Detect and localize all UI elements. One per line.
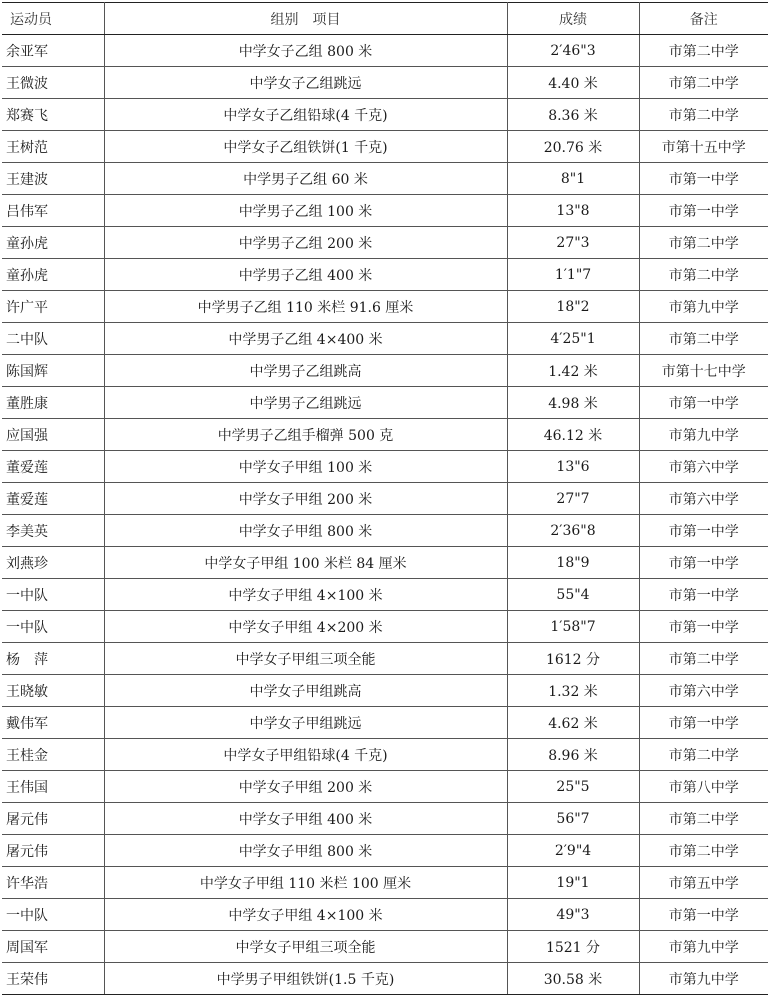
- table-row: [2, 291, 768, 323]
- cell-note: 市第一中学: [639, 195, 768, 227]
- table-row: [2, 419, 768, 451]
- cell-note: 市第一中学: [639, 387, 768, 419]
- cell-result: 18"9: [507, 547, 639, 579]
- cell-athlete: 一中队: [2, 579, 104, 611]
- cell-athlete: 王树范: [2, 131, 104, 163]
- cell-result: 1′1"7: [507, 259, 639, 291]
- cell-event: 中学女子甲组 400 米: [104, 803, 507, 835]
- cell-athlete: 戴伟军: [2, 707, 104, 739]
- table-row: [2, 35, 768, 67]
- cell-result: 8"1: [507, 163, 639, 195]
- cell-event: 中学女子乙组跳远: [104, 67, 507, 99]
- cell-athlete: 屠元伟: [2, 835, 104, 867]
- cell-event: 中学男子乙组 110 米栏 91.6 厘米: [104, 291, 507, 323]
- cell-result: 25"5: [507, 771, 639, 803]
- cell-athlete: 余亚军: [2, 35, 104, 67]
- cell-result: 56"7: [507, 803, 639, 835]
- cell-event: 中学女子甲组 800 米: [104, 515, 507, 547]
- cell-note: 市第二中学: [639, 99, 768, 131]
- cell-note: 市第五中学: [639, 867, 768, 899]
- cell-result: 46.12 米: [507, 419, 639, 451]
- table-row: [2, 131, 768, 163]
- cell-result: 13"6: [507, 451, 639, 483]
- cell-athlete: 刘燕珍: [2, 547, 104, 579]
- cell-athlete: 一中队: [2, 611, 104, 643]
- cell-note: 市第十七中学: [639, 355, 768, 387]
- header-athlete: 运动员: [2, 3, 104, 35]
- table-row: [2, 611, 768, 643]
- cell-event: 中学男子乙组 100 米: [104, 195, 507, 227]
- cell-athlete: 王荣伟: [2, 963, 104, 995]
- cell-result: 1.32 米: [507, 675, 639, 707]
- table-row: [2, 963, 768, 995]
- table-row: [2, 483, 768, 515]
- cell-note: 市第二中学: [639, 227, 768, 259]
- cell-event: 中学女子甲组 100 米: [104, 451, 507, 483]
- cell-event: 中学女子乙组铅球(4 千克): [104, 99, 507, 131]
- table-row: [2, 803, 768, 835]
- cell-event: 中学男子乙组手榴弹 500 克: [104, 419, 507, 451]
- cell-event: 中学男子乙组跳高: [104, 355, 507, 387]
- table-body: [2, 35, 768, 995]
- table-row: [2, 195, 768, 227]
- cell-event: 中学女子甲组三项全能: [104, 931, 507, 963]
- cell-athlete: 李美英: [2, 515, 104, 547]
- cell-result: 8.36 米: [507, 99, 639, 131]
- cell-event: 中学男子乙组跳远: [104, 387, 507, 419]
- cell-note: 市第九中学: [639, 963, 768, 995]
- cell-athlete: 王伟国: [2, 771, 104, 803]
- cell-athlete: 许华浩: [2, 867, 104, 899]
- cell-athlete: 王晓敏: [2, 675, 104, 707]
- cell-note: 市第二中学: [639, 739, 768, 771]
- header-note: 备注: [639, 3, 768, 35]
- table-row: [2, 323, 768, 355]
- table-row: [2, 451, 768, 483]
- table-row: [2, 675, 768, 707]
- cell-event: 中学女子甲组 800 米: [104, 835, 507, 867]
- cell-result: 1′58"7: [507, 611, 639, 643]
- cell-note: 市第二中学: [639, 803, 768, 835]
- cell-event: 中学女子甲组铅球(4 千克): [104, 739, 507, 771]
- table-row: [2, 739, 768, 771]
- table-row: [2, 547, 768, 579]
- cell-athlete: 一中队: [2, 899, 104, 931]
- records-table: [2, 2, 768, 995]
- table-row: [2, 355, 768, 387]
- cell-result: 2′46"3: [507, 35, 639, 67]
- cell-athlete: 王桂金: [2, 739, 104, 771]
- cell-event: 中学女子甲组 200 米: [104, 483, 507, 515]
- cell-result: 27"3: [507, 227, 639, 259]
- cell-result: 2′36"8: [507, 515, 639, 547]
- cell-result: 27"7: [507, 483, 639, 515]
- cell-result: 8.96 米: [507, 739, 639, 771]
- cell-event: 中学女子甲组 4×100 米: [104, 899, 507, 931]
- cell-result: 4′25"1: [507, 323, 639, 355]
- cell-athlete: 董爱莲: [2, 483, 104, 515]
- cell-result: 4.40 米: [507, 67, 639, 99]
- cell-athlete: 周国军: [2, 931, 104, 963]
- table-row: [2, 163, 768, 195]
- cell-result: 55"4: [507, 579, 639, 611]
- cell-result: 1612 分: [507, 643, 639, 675]
- cell-event: 中学男子乙组 200 米: [104, 227, 507, 259]
- cell-athlete: 董爱莲: [2, 451, 104, 483]
- cell-result: 20.76 米: [507, 131, 639, 163]
- cell-note: 市第九中学: [639, 419, 768, 451]
- cell-athlete: 王微波: [2, 67, 104, 99]
- table-row: [2, 835, 768, 867]
- cell-note: 市第一中学: [639, 515, 768, 547]
- cell-note: 市第二中学: [639, 643, 768, 675]
- cell-note: 市第九中学: [639, 291, 768, 323]
- cell-note: 市第六中学: [639, 675, 768, 707]
- cell-note: 市第二中学: [639, 323, 768, 355]
- cell-athlete: 董胜康: [2, 387, 104, 419]
- cell-result: 4.62 米: [507, 707, 639, 739]
- table-row: [2, 643, 768, 675]
- cell-event: 中学男子乙组 60 米: [104, 163, 507, 195]
- cell-note: 市第九中学: [639, 931, 768, 963]
- cell-note: 市第一中学: [639, 579, 768, 611]
- cell-note: 市第二中学: [639, 67, 768, 99]
- cell-note: 市第六中学: [639, 483, 768, 515]
- cell-event: 中学女子甲组 100 米栏 84 厘米: [104, 547, 507, 579]
- cell-event: 中学女子甲组跳高: [104, 675, 507, 707]
- cell-event: 中学男子甲组铁饼(1.5 千克): [104, 963, 507, 995]
- header-result: 成绩: [507, 3, 639, 35]
- cell-note: 市第一中学: [639, 707, 768, 739]
- cell-athlete: 童孙虎: [2, 227, 104, 259]
- table-row: [2, 707, 768, 739]
- cell-event: 中学女子乙组铁饼(1 千克): [104, 131, 507, 163]
- table-header: [2, 3, 768, 35]
- table-row: [2, 67, 768, 99]
- cell-event: 中学男子乙组 4×400 米: [104, 323, 507, 355]
- cell-result: 1521 分: [507, 931, 639, 963]
- cell-note: 市第二中学: [639, 259, 768, 291]
- table-row: [2, 387, 768, 419]
- cell-note: 市第二中学: [639, 35, 768, 67]
- cell-note: 市第一中学: [639, 899, 768, 931]
- table-row: [2, 515, 768, 547]
- cell-athlete: 屠元伟: [2, 803, 104, 835]
- cell-result: 4.98 米: [507, 387, 639, 419]
- cell-note: 市第十五中学: [639, 131, 768, 163]
- cell-event: 中学女子乙组 800 米: [104, 35, 507, 67]
- cell-athlete: 陈国辉: [2, 355, 104, 387]
- table-row: [2, 931, 768, 963]
- cell-event: 中学女子甲组 110 米栏 100 厘米: [104, 867, 507, 899]
- header-event: 组别 项目: [104, 3, 507, 35]
- header-row: [2, 3, 768, 35]
- cell-result: 49"3: [507, 899, 639, 931]
- cell-result: 2′9"4: [507, 835, 639, 867]
- table-row: [2, 771, 768, 803]
- cell-result: 19"1: [507, 867, 639, 899]
- cell-event: 中学女子甲组三项全能: [104, 643, 507, 675]
- cell-event: 中学男子乙组 400 米: [104, 259, 507, 291]
- cell-athlete: 王建波: [2, 163, 104, 195]
- cell-athlete: 郑赛飞: [2, 99, 104, 131]
- cell-result: 30.58 米: [507, 963, 639, 995]
- cell-athlete: 吕伟军: [2, 195, 104, 227]
- table-row: [2, 259, 768, 291]
- cell-event: 中学女子甲组跳远: [104, 707, 507, 739]
- table-row: [2, 579, 768, 611]
- cell-result: 13"8: [507, 195, 639, 227]
- cell-athlete: 许广平: [2, 291, 104, 323]
- table-row: [2, 867, 768, 899]
- cell-result: 1.42 米: [507, 355, 639, 387]
- table-row: [2, 227, 768, 259]
- table-row: [2, 899, 768, 931]
- cell-note: 市第六中学: [639, 451, 768, 483]
- cell-event: 中学女子甲组 4×100 米: [104, 579, 507, 611]
- cell-note: 市第一中学: [639, 547, 768, 579]
- cell-note: 市第八中学: [639, 771, 768, 803]
- cell-athlete: 杨 萍: [2, 643, 104, 675]
- cell-note: 市第一中学: [639, 163, 768, 195]
- table-row: [2, 99, 768, 131]
- cell-athlete: 二中队: [2, 323, 104, 355]
- cell-athlete: 应国强: [2, 419, 104, 451]
- cell-athlete: 童孙虎: [2, 259, 104, 291]
- cell-event: 中学女子甲组 4×200 米: [104, 611, 507, 643]
- cell-result: 18"2: [507, 291, 639, 323]
- cell-note: 市第二中学: [639, 835, 768, 867]
- cell-event: 中学女子甲组 200 米: [104, 771, 507, 803]
- cell-note: 市第一中学: [639, 611, 768, 643]
